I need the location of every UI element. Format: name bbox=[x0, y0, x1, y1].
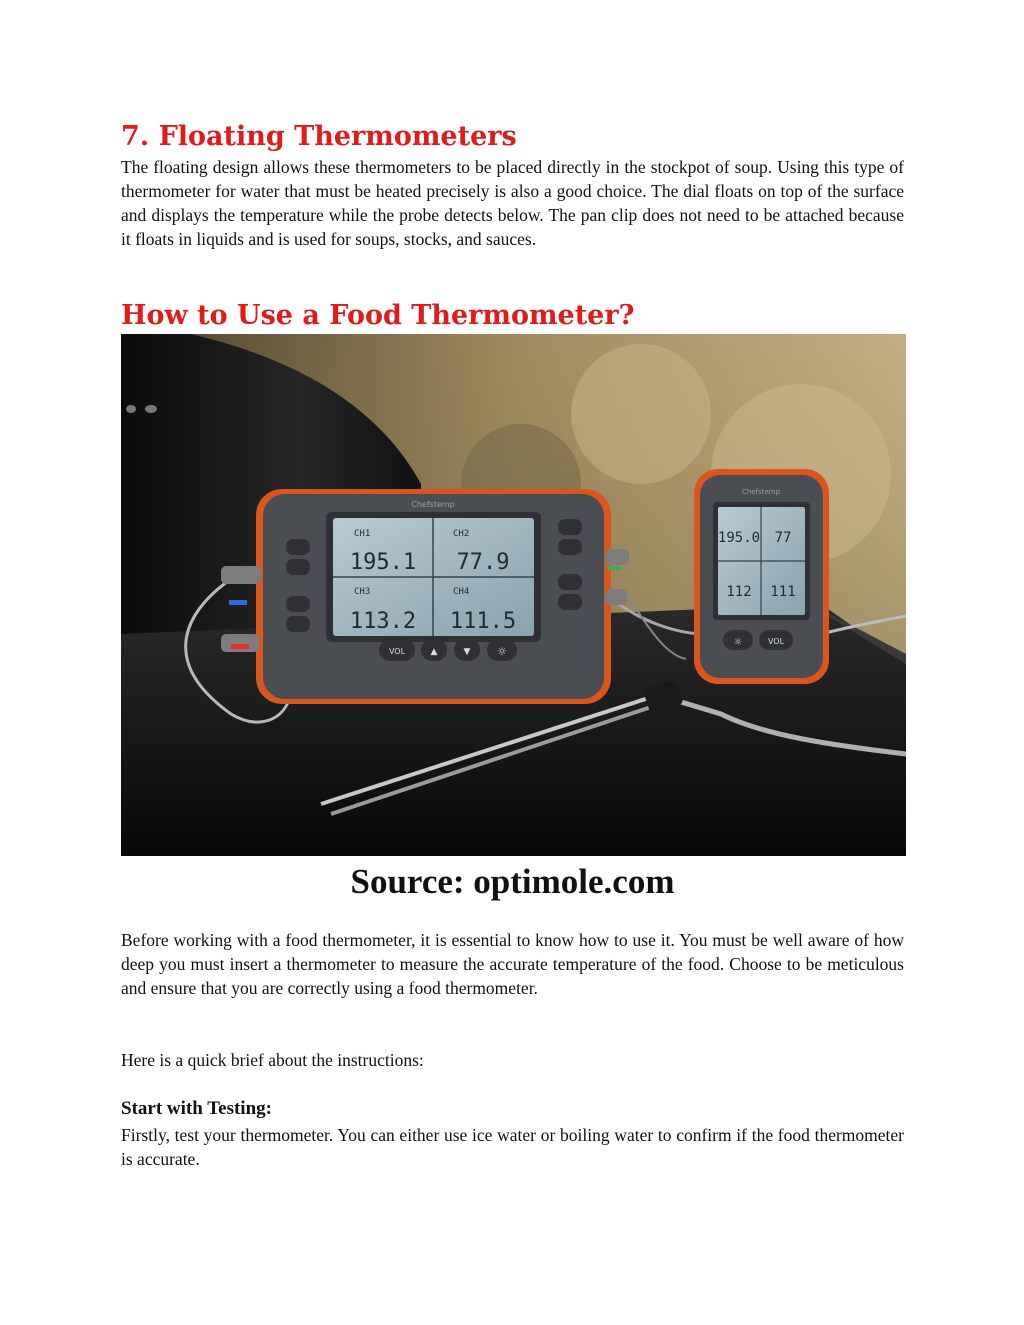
svg-text:111.5: 111.5 bbox=[449, 609, 517, 634]
section-heading-how-to-use: How to Use a Food Thermometer? bbox=[121, 300, 635, 331]
svg-text:111: 111 bbox=[770, 584, 796, 600]
svg-text:CH1: CH1 bbox=[354, 529, 371, 539]
paragraph-quick-brief: Here is a quick brief about the instructions: bbox=[121, 1050, 424, 1070]
svg-text:77: 77 bbox=[774, 530, 792, 546]
paragraph-how-to-use: Before working with a food thermometer, it is essential to know how to use it. You must be well aware of how deep you must insert a thermometer to measure the accurate temperature of the food. Choose to be meticulous and ensure that you are correctly using a food thermometer. bbox=[121, 930, 904, 998]
svg-text:Chefstemp: Chefstemp bbox=[741, 488, 781, 496]
svg-text:112: 112 bbox=[726, 584, 752, 600]
svg-text:▼: ▼ bbox=[463, 647, 471, 657]
svg-text:☼: ☼ bbox=[497, 645, 507, 658]
paragraph-floating-thermometers: The floating design allows these thermometers to be placed directly in the stockpot of soup. Using this type of thermometer for water that must be heated precisely is also a good choice. The dial floats on top of the surface and displays the temperature while the probe detects below. The pan clip does not need to be attached because it floats in liquids and is used for soups, stocks, and sauces. bbox=[121, 157, 904, 249]
svg-text:CH2: CH2 bbox=[453, 529, 470, 539]
svg-text:Chefstemp: Chefstemp bbox=[411, 500, 455, 509]
svg-text:CH4: CH4 bbox=[453, 587, 470, 597]
paragraph-start-with-testing: Firstly, test your thermometer. You can either use ice water or boiling water to confirm if the food thermometer is accurate. bbox=[121, 1125, 904, 1169]
svg-text:VOL: VOL bbox=[767, 637, 785, 646]
svg-text:195.1: 195.1 bbox=[349, 550, 417, 575]
section-heading-floating-thermometers: 7. Floating Thermometers bbox=[121, 121, 517, 152]
svg-text:CH3: CH3 bbox=[354, 587, 371, 597]
thermometer-photo bbox=[121, 334, 906, 856]
svg-text:195.0: 195.0 bbox=[717, 530, 761, 546]
image-source-caption: Source: optimole.com bbox=[350, 862, 675, 901]
svg-text:☼: ☼ bbox=[733, 637, 743, 648]
svg-text:77.9: 77.9 bbox=[456, 550, 510, 575]
subheading-start-with-testing: Start with Testing: bbox=[121, 1098, 272, 1119]
svg-text:▲: ▲ bbox=[430, 647, 438, 657]
svg-text:113.2: 113.2 bbox=[349, 609, 417, 634]
svg-text:VOL: VOL bbox=[388, 647, 406, 656]
